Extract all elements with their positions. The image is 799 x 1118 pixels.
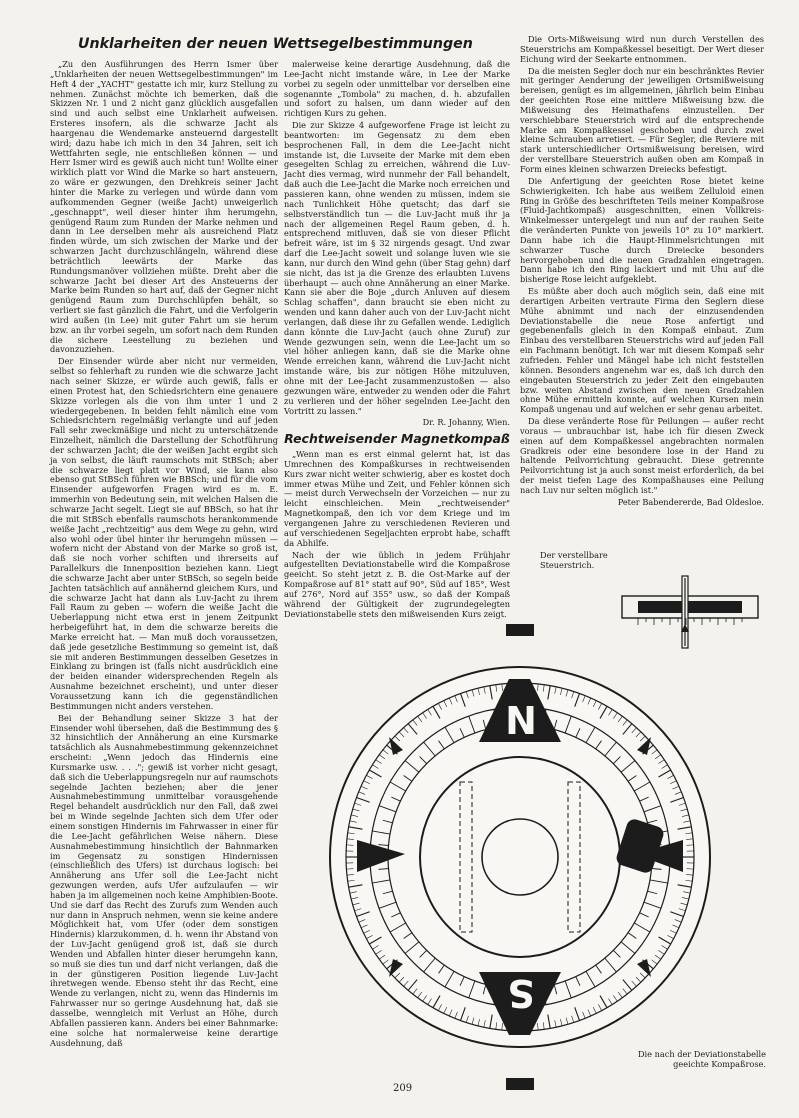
paragraph: Da diese veränderte Rose für Peilungen — außer recht voraus — unbrauchbar ist, habe ich für diesen Zweck einen auf dem Kompaßkessel angebrachten normalen Gradkreis oder eine besondere lose in der Hand zu haltende Peilvorrichtung gebraucht. Diese getrennte Peilvorrichtung ist ja auch sonst meist erforderlich, da bei der meist tiefen Lage des Kompaßhauses eine Peilung nach Luv nur selten möglich ist."	[520, 416, 764, 495]
paragraph: malerweise keine derartige Ausdehnung, daß die Lee-Jacht nicht imstande wäre, in Lee der Marke vorbei zu segeln oder unmittelbar vor derselben eine sogenannte „Tombola" zu machen, d. h. abzufallen und sofort zu halsen, um dann wieder auf den richtigen Kurs zu gehen.	[284, 59, 510, 119]
article-title: Unklarheiten der neuen Wettsegelbestimmungen	[78, 36, 473, 52]
top-mount-block	[506, 624, 534, 636]
paragraph: Da die meisten Segler doch nur ein beschränktes Revier mit geringer Aenderung der jeweiligen Ortsmißweisung bereisen, genügt es im allgemeinen, jährlich beim Einbau der geeichten Rose eine mittlere Mißweisung bzw. die Mißweisung des Heimathafens einzustellen. Der verschiebbare Steuerstrich wird auf die entsprechende Marke am Kompaßkessel geschoben und durch zwei kleine Schrauben arretiert. — Für Segler, die Reviere mit stark unterschiedlicher Ortsmißweisung bereisen, wird der verstellbare Steuerstrich außen oben am Kompaß in Form eines kleinen schwarzen Dreiecks befestigt.	[520, 65, 764, 174]
article-title-compass: Rechtweisender Magnetkompaß	[284, 431, 510, 447]
caption-steuerstrich: Der verstellbare Steuerstrich.	[540, 550, 608, 570]
article-column-3	[520, 35, 764, 563]
paragraph: Bei der Behandlung seiner Skizze 3 hat der Einsender wohl übersehen, daß die Bestimmung des § 32 hinsichtlich der Annäherung an eine Kursmarke tatsächlich als Ausnahmebestimmung gekennzeichnet erscheint: „Wenn jedoch das Hindernis eine Kursmarke usw. . . ."; gewiß ist vorher nicht gesagt, daß sich die Ueberlappungsregeln nur auf raumschots segelnde Jachten beziehen; aber die jener Ausnahmebestimmung unmittelbar vorausgehende Regel behandelt ausdrücklich nur den Fall, daß zwei bei m Winde segelnde Jachten sich dem Ufer oder einem sonstigen Hindernis im Fahrwasser in einer für die Lee-Jacht gefährlichen Weise nähern. Diese Ausnahmebestimmung hinsichtlich der Bahnmarken im Gegensatz zu sonstigen Hindernissen (einschließlich des Ufers) ist durchaus logisch: bei Annäherung ans Ufer soll die Lee-Jacht nicht gezwungen werden, aufs Ufer aufzulaufen — wir haben ja im allgemeinen noch keine Amphibien-Boote. Und sie darf das Recht des Zurufs zum Wenden auch nur dann in Anspruch nehmen, wenn sie keine andere Möglichkeit hat, vom Ufer (oder dem sonstigen Hindernis) klarzukommen, d. h. wenn ihr Abstand von der Luv-Jacht genügend groß ist, daß sie durch Wenden und Abfallen hinter dieser herumgehn kann, so muß sie dies tun und darf nicht verlangen, daß die in der günstigeren Position liegende Luv-Jacht ihretwegen wende. Ebenso steht ihr das Recht, eine Wende zu verlangen, nicht zu, wenn das Hindernis im Fahrwasser nur so geringe Ausdehnung hat, daß sie dasselbe, wenngleich mit Verlust an Höhe, durch Abfallen passieren kann. Anders bei einer Bahnmarke: eine solche hat normalerweise keine derartige Ausdehnung, daß	[50, 712, 278, 1048]
paragraph: Die zur Skizze 4 aufgeworfene Frage ist leicht zu beantworten: im Gegensatz zu dem eben besprochenen Fall, in dem die Lee-Jacht nicht imstande ist, die Luvseite der Marke mit dem eben gesegelten Schlag zu erreichen, während die Luv-Jacht dies vermag, wird nunmehr der Fall behandelt, daß auch die Lee-Jacht die Marke noch erreichen und passieren kann, ohne wenden zu müssen, indem sie nach Tunlichkeit Höhe quetscht; das darf sie selbstverständlich tun — die Luv-Jacht muß ihr ja nach der allgemeinen Regel Raum geben, d. h. entsprechend mitluven, daß sie von dieser Pflicht befreit wäre, ist im § 32 nirgends gesagt. Und zwar darf die Lee-Jacht soweit und solange luven wie sie kann, nur durch den Wind gehn (über Stag gehn) darf sie nicht, das ist ja die Grenze des erlaubten Luvens überhaupt — auch ohne Annäherung an einer Marke. Kann sie aber die Boje „durch Anluven auf diesem Schlag schaffen", dann braucht sie eben nicht zu wenden und kann daher auch von der Luv-Jacht nicht verlangen, daß diese ihr zu Gefallen wende. Lediglich dann könnte die Luv-Jacht (auch ohne Zuruf) zur Wende gezwungen sein, wenn die Lee-Jacht um so viel höher anliegen kann, daß sie die Marke ohne Wende erreichen kann, während die Luv-Jacht nicht imstande wäre, bis zur nötigen Höhe mitzuluven, ohne mit der Lee-Jacht zusammenzustoßen — also gezwungen wäre, entweder zu wenden oder die Fahrt zu verlieren und der höher segelnden Lee-Jacht den Vortritt zu lassen."	[284, 120, 510, 416]
north-letter: N	[505, 699, 537, 743]
paragraph: „Wenn man es erst einmal gelernt hat, ist das Umrechnen des Kompaßkurses in rechtweisenden Kurs zwar nicht weiter schwierig, aber es kostet doch immer etwas Mühe und Zeit, und Fehler können sich — meist durch Verwechseln der Vorzeichen — nur zu leicht einschleichen. Mein „rechtweisender" Magnetkompaß, den ich vor dem Kriege und im vergangenen Jahre zu verschiedenen Revieren und auf verschiedenen Segeljachten erprobt habe, schafft da Abhilfe.	[284, 449, 510, 548]
paragraph: Die Anfertigung der geeichten Rose bietet keine Schwierigkeiten. Ich habe aus weißem Zelluloid einen Ring in Größe des beschrifteten Teils meiner Kompaßrose (Fluid-Jachtkompaß) ausgeschnitten, einen Vollkreis-Winkelmesser untergelegt und nun auf der rauhen Seite die veränderten Punkte von jeweils 10° zu 10° markiert. Dann habe ich die Haupt-Himmelsrichtungen mit schwarzer Tusche durch Dreiecke besonders hervorgehoben und die neuen Gradzahlen eingetragen. Dann habe ich den Ring lackiert und mit Uhu auf die bisherige Rose leicht aufgeklebt.	[520, 175, 764, 285]
article-column-1	[50, 60, 278, 1082]
author-signature: Peter Babendererde, Bad Oldesloe.	[617, 496, 764, 507]
center-circle	[482, 819, 558, 895]
paragraph: Die Orts-Mißweisung wird nun durch Verstellen des Steuerstrichs am Kompaßkessel beseitigt. Der Wert dieser Eichung wird der Seekarte entnommen.	[520, 34, 764, 64]
bottom-mount-block	[506, 1078, 534, 1090]
paragraph: Es müßte aber doch auch möglich sein, daß eine mit derartigen Arbeiten vertraute Firma den Seglern diese Mühe abnimmt und nach der einzusendenden Deviationstabelle die neue Rose anfertigt und gegebenenfalls gleich in den Kompaß einbaut. Zum Einbau des verstellbaren Steuerstrichs wird auf jeden Fall ein Fachmann benötigt. Ich war mit diesem Kompaß sehr zufrieden. Fehler und Mängel habe ich nicht feststellen können. Besonders angenehm war es, daß ich durch den eingebauten Steuerstrich zu jeder Zeit den eingebauten bzw. weiten Abstand zwischen den neuen Gradzahlen ohne Mühe ermitteln konnte, auf welchen Kursen mein Kompaß ungenau und auf welchen er sehr genau arbeitet.	[520, 286, 764, 415]
caption-compass-rose: Die nach der Deviationstabelle geeichte Kompaßrose.	[637, 1049, 766, 1069]
paragraph: „Zu den Ausführungen des Herrn Ismer über „Unklarheiten der neuen Wettsegelbestimmungen" im Heft 4 der „YACHT" gestatte ich mir, kurz Stellung zu nehmen. Zunächst möchte ich bemerken, daß die Skizzen Nr. 1 und 2 nicht ganz glücklich ausgefallen sind und auch selbst eine Unklarheit aufweisen. Ersteres insofern, als die schwarze Jacht als haargenau die Wendemarke ansteuernd dargestellt wird; dazu habe ich mich in den 34 Jahren, seit ich Wettfahrten segle, nie entschließen können — und Herr Ismer wird es gewiß auch nicht tun! Wollte einer wirklich platt vor Wind die Marke so hart ansteuern, zo wäre er gezwungen, den Drehkreis seiner Jacht hinter die Marke zu verlegen und würde dann vom aufkommenden Gegner (weiße Jacht) unweigerlich „geschnappt", weil dieser hinter ihm herumgehn, genügend Raum zum Runden der Marke nehmen und dann in Lee derselben mehr als ausreichend Platz finden würde, um sich zwischen der Marke und der schwarzen Jacht durchzuschlängeln, während diese beträchtlich leewärts der Marke das Rundungsmanöver vollziehen müßte. Dreht aber die schwarze Jacht bei dieser Art des Ansteuerns der Marke beim Runden so hart auf, daß der Gegner nicht genügend Raum zum Durchschlüpfen behält, so verliert sie fast gänzlich die Fahrt, und die Verfolgerin wird außen (in Lee) mit guter Fahrt um sie herum bzw. an ihr vorbei segeln, um sofort nach dem Runden die sichere Leestellung zu beziehen und davonzuziehen.	[50, 59, 278, 355]
paragraph: Der Einsender würde aber nicht nur vermeiden, selbst so fehlerhaft zu runden wie die schwarze Jacht nach seiner Skizze, er würde auch gewiß, falls er einen Protest hat, den Schiedsrichtern eine genauere Skizze vorlegen als die von ihm unter 1 und 2 wiedergegebenen. In beiden fehlt nämlich eine vom Schiedsrichtern regelmäßig verlangte und auf jeden Fall sehr zweckmäßige und nicht zu unterschätzende Einzelheit, nämlich die Darstellung der Schotführung der schwarzen Jacht; die der weißen Jacht ergibt sich ja von selbst, die läuft raumschots mit StBSch; aber die schwarze liegt platt vor Wind, sie kann also ebenso gut StBSch führen wie BBSch; und für die vom Einsender aufgeworfen Fragen wird es m. E. immerhin von Bedeutung sein, mit welchen Halsen die schwarze Jacht segelt. Liegt sie auf BBSch, so hat ihr die mit StBSch ebenfalls raumschots herankommende weiße Jacht „rechtzeitig" aus dem Wege zu gehn, wird also wohl oder übel hinter ihr herumgehn müssen — wofern nicht der Abstand von der Marke so groß ist, daß sie noch vorher schiften und ihrerseits auf Parallelkurs die Innenposition beziehen kann. Liegt die schwarze Jacht aber unter StBSch, so segeln beide Jachten tatsächlich auf annähernd gleichem Kurs, und die schwarze Jacht hat dann als Luv-Jacht zu ihrem Fall Raum zu geben — wofern die weiße Jacht die Ueberlappung nicht etwa erst in jenem Zeitpunkt herbeigeführt hat, in dem die schwarze bereits die Marke erreicht hat. — Man muß doch voraussetzen, daß jede gesetzliche Bestimmung so gemeint ist, daß sie mit anderen Bestimmungen desselben Gesetzes in Einklang zu bringen ist (falls nicht ausdrücklich eine der beiden einander widersprechenden Regeln als Ausnahme bezeichnet erscheint), und unter dieser Voraussetzung kann ich die gegenständlichen Bestimmungen nicht anders verstehen.	[50, 356, 278, 711]
page-number: 209	[393, 1083, 413, 1094]
author-signature: Dr. R. Johanny, Wien.	[422, 417, 510, 428]
paragraph: Nach der wie üblich in jedem Frühjahr aufgestellten Deviationstabelle wird die Kompaßrose geeicht. So steht jetzt z. B. die Ost-Marke auf der Kompaßrose auf 81° statt auf 90°, Süd auf 185°, West auf 276°, Nord auf 355° usw., so daß der Kompaß während der Gültigkeit der zugrundegelegten Deviationstabelle stets den mißweisenden Kurs zeigt.	[284, 549, 510, 619]
article-column-2	[284, 59, 510, 619]
south-letter: S	[507, 971, 535, 1015]
compass-rose-illustration	[325, 622, 715, 1092]
